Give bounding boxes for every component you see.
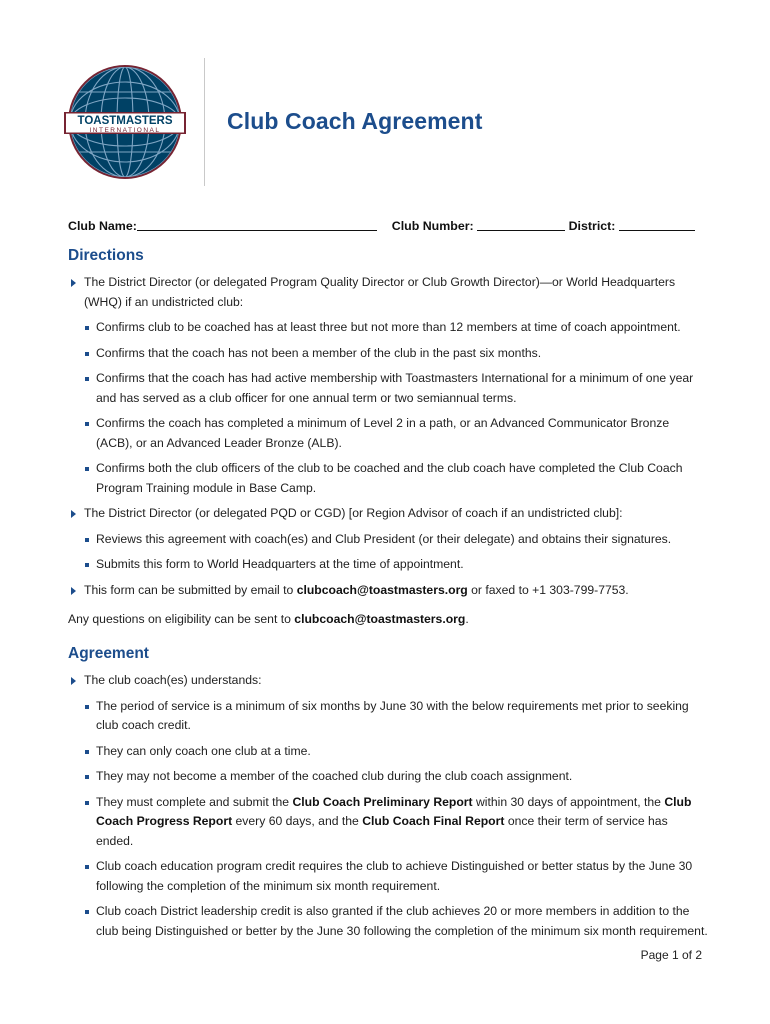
directions-item-3: This form can be submitted by email to clubcoach@toastmasters.org or faxed to +1 303-799-7753. <box>68 581 708 601</box>
list-item: Club coach education program credit requires the club to achieve Distinguished or better status by the June 30 following the completion of the minimum six month requirement. <box>68 857 708 896</box>
directions-list <box>68 273 708 630</box>
square-bullet-icon <box>85 326 89 330</box>
directions-item-1: The District Director (or delegated Program Quality Director or Club Growth Director)—or World Headquarters (WHQ) if an undistricted club: <box>68 273 708 312</box>
square-bullet-icon <box>85 352 89 356</box>
arrow-bullet-icon <box>71 677 76 685</box>
header-divider <box>204 58 205 186</box>
agreement-item-1: The club coach(es) understands: <box>68 671 708 691</box>
logo-top-text: TOASTMASTERS <box>77 115 173 127</box>
list-item: They may not become a member of the coached club during the club coach assignment. <box>68 767 708 787</box>
square-bullet-icon <box>85 422 89 426</box>
email-link[interactable]: clubcoach@toastmasters.org <box>296 582 468 597</box>
logo-bottom-text: INTERNATIONAL <box>89 127 161 134</box>
list-item: Reviews this agreement with coach(es) and Club President (or their delegate) and obtains their signatures. <box>68 530 708 550</box>
list-item: Confirms the coach has completed a minimum of Level 2 in a path, or an Advanced Communicator Bronze (ACB), or an Advanced Leader Bronze (ALB). <box>68 414 708 453</box>
report-name: Club Coach Preliminary Report <box>292 794 473 809</box>
report-name: Club Coach Final Report <box>362 814 505 828</box>
list-item: Confirms club to be coached has at least three but not more than 12 members at time of coach appointment. <box>68 318 708 338</box>
list-item: Submits this form to World Headquarters at the time of appointment. <box>68 555 708 575</box>
square-bullet-icon <box>85 910 89 914</box>
square-bullet-icon <box>85 538 89 542</box>
arrow-bullet-icon <box>71 510 76 518</box>
directions-heading: Directions <box>68 247 144 264</box>
list-item: They can only coach one club at a time. <box>68 742 708 762</box>
club-name-field[interactable] <box>137 218 377 231</box>
list-item: Confirms both the club officers of the club to be coached and the club coach have completed the Club Coach Program Training module in Base Camp. <box>68 459 708 498</box>
square-bullet-icon <box>85 775 89 779</box>
page-number: Page 1 of 2 <box>640 948 702 962</box>
square-bullet-icon <box>85 563 89 567</box>
club-number-label: Club Number: <box>391 219 474 233</box>
square-bullet-icon <box>85 801 89 805</box>
list-item: Confirms that the coach has had active membership with Toastmasters International for a minimum of one year and has served as a club officer for one annual term or two semiannual terms. <box>68 369 708 408</box>
club-number-field[interactable] <box>477 218 565 231</box>
arrow-bullet-icon <box>71 587 76 595</box>
square-bullet-icon <box>85 377 89 381</box>
arrow-bullet-icon <box>71 279 76 287</box>
list-item: Confirms that the coach has not been a member of the club in the past six months. <box>68 344 708 364</box>
list-item: Club coach District leadership credit is also granted if the club achieves 20 or more members in addition to the club being Distinguished or better by the June 30 following the completion of the minimum six month requirement. <box>68 902 708 941</box>
agreement-list <box>68 671 708 947</box>
district-field[interactable] <box>619 218 695 231</box>
square-bullet-icon <box>85 865 89 869</box>
eligibility-note: Any questions on eligibility can be sent to clubcoach@toastmasters.org. <box>68 612 469 626</box>
district-label: District: <box>568 219 616 233</box>
directions-item-2: The District Director (or delegated PQD or CGD) [or Region Advisor of coach if an undistricted club]: <box>68 504 708 524</box>
page-title: Club Coach Agreement <box>227 108 483 134</box>
toastmasters-logo <box>60 62 190 182</box>
club-name-label: Club Name: <box>68 219 137 233</box>
list-item: The period of service is a minimum of six months by June 30 with the below requirements met prior to seeking club coach credit. <box>68 697 708 736</box>
email-link[interactable]: clubcoach@toastmasters.org <box>294 612 466 626</box>
club-fields-row <box>68 218 708 233</box>
square-bullet-icon <box>85 750 89 754</box>
agreement-heading: Agreement <box>68 645 149 662</box>
square-bullet-icon <box>85 467 89 471</box>
report-name: Club Coach Progress Report <box>96 794 692 828</box>
list-item: They must complete and submit the Club Coach Preliminary Report within 30 days of appointment, the Club Coach Progress Report every 60 days, and the Club Coach Final Report once their term of service has ended. <box>68 793 708 852</box>
square-bullet-icon <box>85 705 89 709</box>
